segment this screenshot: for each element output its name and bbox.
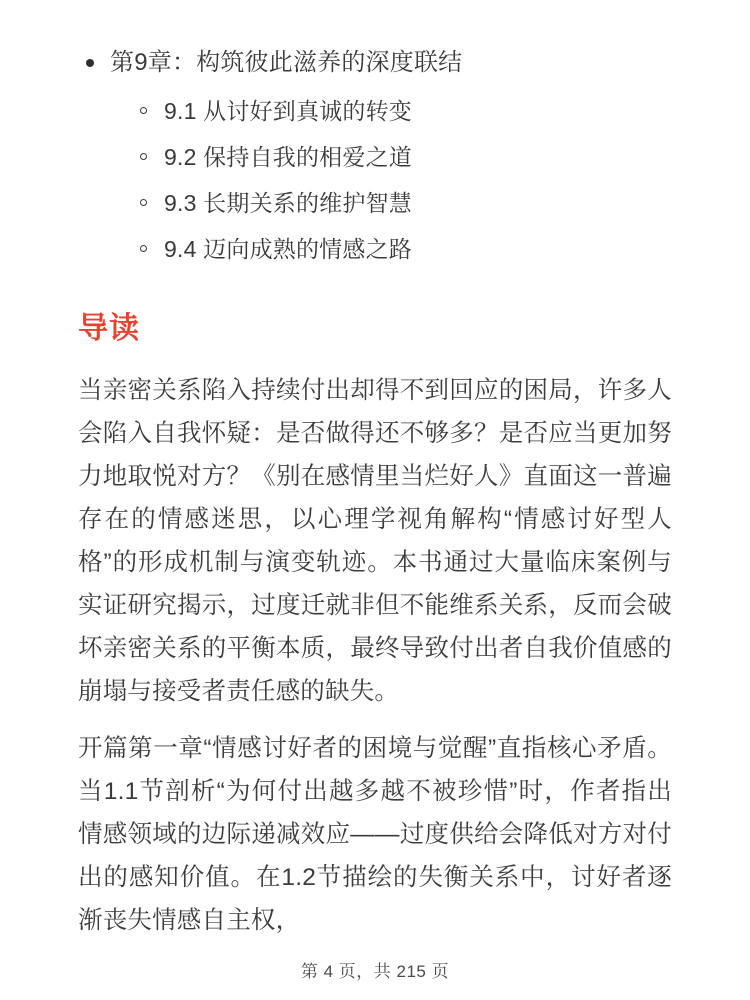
circle-bullet-icon: [140, 199, 147, 206]
toc-subsection-item[interactable]: [78, 142, 672, 173]
toc-subsection-item[interactable]: [78, 188, 672, 219]
toc-chapter-item[interactable]: [78, 46, 672, 80]
body-paragraph: 开篇第一章“情感讨好者的困境与觉醒”直指核心矛盾。当1.1节剖析“为何付出越多越不被珍惜”时，作者指出情感领域的边际递减效应——过度供给会降低对方对付出的感知价值。在1.2节描绘的失衡关系中，讨好者逐渐丧失情感自主权，: [78, 735, 672, 934]
toc-subsection-group: [78, 96, 672, 265]
toc-chapter-label: 第9章：构筑彼此滋养的深度联结: [110, 49, 463, 76]
toc-subsection-label: 9.3 长期关系的维护智慧: [164, 190, 412, 216]
section-heading: 导读: [78, 312, 140, 345]
bullet-icon: [86, 59, 94, 67]
page-footer: 第 4 页，共 215 页: [300, 962, 450, 981]
toc-subsection-list: [78, 96, 672, 265]
circle-bullet-icon: [140, 153, 147, 160]
toc-subsection-item[interactable]: [78, 96, 672, 127]
body-paragraph: 当亲密关系陷入持续付出却得不到回应的困局，许多人会陷入自我怀疑：是否做得还不够多？是否应当更加努力地取悦对方？《别在感情里当烂好人》直面这一普遍存在的情感迷思，以心理学视角解构“情感讨好型人格”的形成机制与演变轨迹。本书通过大量临床案例与实证研究揭示，过度迁就非但不能维系关系，反而会破坏亲密关系的平衡本质，最终导致付出者自我价值感的崩塌与接受者责任感的缺失。: [78, 377, 672, 705]
toc-subsection-item[interactable]: [78, 234, 672, 265]
toc-subsection-label: 9.1 从讨好到真诚的转变: [164, 98, 412, 124]
circle-bullet-icon: [140, 107, 147, 114]
toc-subsection-label: 9.4 迈向成熟的情感之路: [164, 236, 412, 262]
table-of-contents: [78, 46, 672, 265]
toc-subsection-label: 9.2 保持自我的相爱之道: [164, 144, 412, 170]
circle-bullet-icon: [140, 245, 147, 252]
